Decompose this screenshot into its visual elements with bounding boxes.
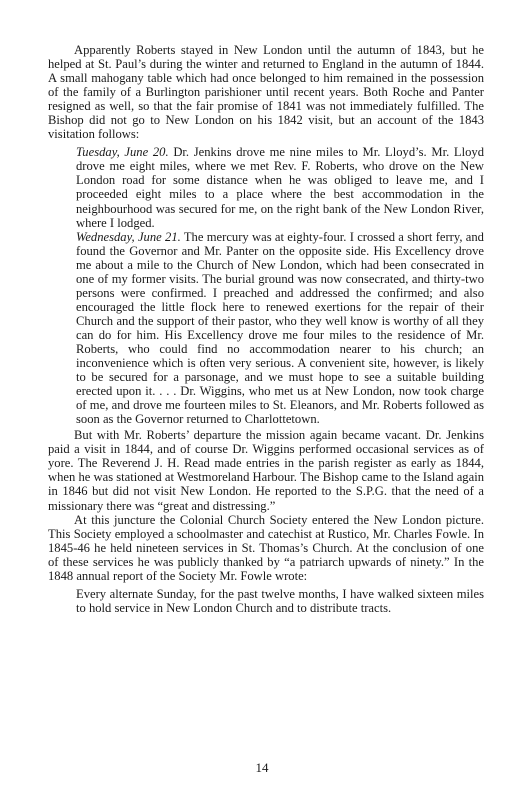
entry-date: Tuesday, June 20. <box>76 145 169 160</box>
paragraph-3: At this juncture the Colonial Church Society entered the New London picture. This Society employed a schoolmaster and catechist at Rustico, Mr. Charles Fowle. In 1845-46 he held nineteen services in St. Thomas’s Church. At the conclusion of one of these services he was publicly thanked by “a patriarch upwards of ninety.” In the 1848 annual report of the Society Mr. Fowle wrote: <box>48 512 484 583</box>
entry-text: The mercury was at eighty-four. I crossed a short ferry, and found the Governor and Mr. Panter on the opposite side. His Excellency drove me about a mile to the Church of New London, which had been consecrated in one of my former visits. The burial ground was now consecrated, and thirty-two persons were confirmed. I preached and addressed the confirmed; and also encouraged the little flock here to renewed exertions for the repair of their Church and the support of their pastor, who they well know is worthy of all they can do for him. His Excellency drove me four miles to the residence of Mr. Roberts, who could find no accommodation nearer to his church; an inconvenience which is often very serious. A convenient site, however, is likely to be secured for a parsonage, and we must hope to see a suitable building erected upon it. . . . Dr. Wiggins, who met us at New London, now took charge of me, and drove me fourteen miles to St. Eleanors, and Mr. Roberts followed as soon as the Governor returned to Charlottetown. <box>76 229 484 427</box>
block-quote-fowle <box>76 587 484 615</box>
quote-entry-june-20 <box>76 145 484 229</box>
page-number: 14 <box>255 760 269 775</box>
entry-text: Dr. Jenkins drove me nine miles to Mr. Lloyd’s. Mr. Lloyd drove me eight miles, where we met Rev. F. Roberts, who drove on the New London road for some distance when he was obliged to leave me, and I proceeded eight miles to a place where the best accommodation in the neighbourhood was secured for me, on the right bank of the New London River, where I lodged. <box>76 145 484 230</box>
quote-entry-fowle: Every alternate Sunday, for the past twelve months, I have walked sixteen miles to hold service in New London Church and to distribute tracts. <box>76 586 484 615</box>
entry-date: Wednesday, June 21. <box>76 229 181 244</box>
block-quote-visitation <box>76 145 484 426</box>
quote-entry-june-21 <box>76 230 484 427</box>
paragraph-2: But with Mr. Roberts’ departure the mission again became vacant. Dr. Jenkins paid a visit in 1844, and of course Dr. Wiggins performed occasional services as of yore. The Reverend J. H. Read made entries in the parish register as early as 1844, when he was stationed at Westmoreland Harbour. The Bishop came to the Island again in 1846 but did not visit New London. He reported to the S.P.G. that the need of a missionary there was “great and distressing.” <box>48 428 484 513</box>
paragraph-1: Apparently Roberts stayed in New London until the autumn of 1843, but he helped at St. Paul’s during the winter and returned to England in the autumn of 1844. A small mahogany table which had once belonged to him remained in the possession of the family of a Burlington parishioner until recent years. Both Roche and Panter resigned as well, so that the fair promise of 1841 was not immediately fulfilled. The Bishop did not go to New London on his 1842 visit, but an account of the 1843 visitation follows: <box>48 43 484 142</box>
